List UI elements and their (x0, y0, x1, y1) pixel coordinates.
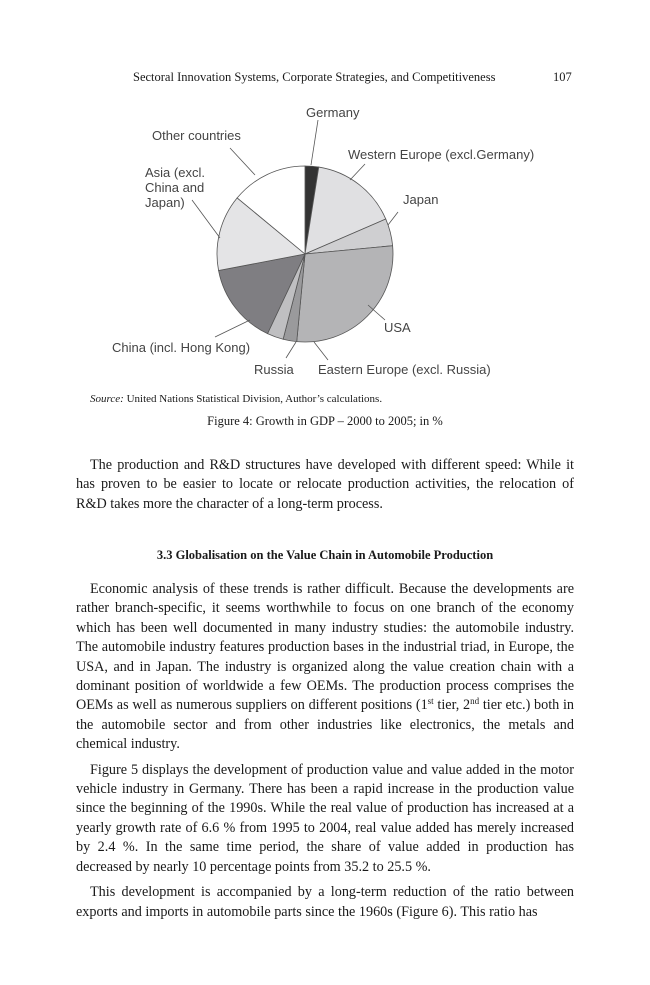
leader-eastern-europe (314, 342, 328, 360)
label-germany: Germany (306, 105, 360, 120)
pie-slice-usa (297, 246, 393, 342)
running-title: Sectoral Innovation Systems, Corporate Strategies, and Competitiveness (133, 70, 496, 84)
page-number: 107 (553, 70, 572, 84)
section-heading: 3.3 Globalisation on the Value Chain in Automobile Production (156, 548, 494, 562)
leader-other (230, 148, 255, 175)
label-eastern-europe: Eastern Europe (excl. Russia) (318, 362, 491, 377)
paragraph-economic-analysis (76, 580, 574, 755)
superscript-nd: nd (470, 696, 480, 707)
leader-asia (192, 200, 220, 238)
paragraph-1-text: The production and R&D structures have developed with different speed: While it has proven to be easier to locate or relocate production activities, the relocation of R&D takes more the character of a long-term process. (76, 457, 574, 512)
label-other-countries: Other countries (152, 128, 241, 143)
section-body (76, 580, 574, 922)
pie-slices (217, 166, 393, 342)
label-usa: USA (384, 320, 411, 335)
paragraph-2-part-b: tier, 2 (433, 697, 471, 714)
figure-caption: Figure 4: Growth in GDP – 2000 to 2005; in % (207, 414, 443, 428)
running-header (0, 70, 650, 90)
label-russia: Russia (254, 362, 294, 377)
paragraph-2-part-a: Economic analysis of these trends is rather difficult. Because the developments are rather branch-specific, it seems worthwhile to focus on one branch of the economy which has been well documented in many industry studies: the automobile industry. The automobile industry features production bases in the industrial triad, in Europe, the USA, and in Japan. The industry is organized along the value creation chain with a dominant position of worldwide a few OEMs. The production process comprises the OEMs as well as numerous suppliers on different positions (1 (76, 581, 574, 714)
paragraph-export-ratio: This development is accompanied by a long-term reduction of the ratio between exports and imports in automobile parts since the 1960s (Figure 6). This ratio has (76, 884, 574, 920)
label-asia: Asia (excl. China and Japan) (145, 165, 205, 210)
leader-china (215, 320, 250, 337)
pie-chart (0, 95, 650, 385)
paragraph-production-rd (76, 456, 574, 514)
label-china: China (incl. Hong Kong) (112, 340, 251, 355)
leader-western-europe (350, 164, 365, 180)
paragraph-figure-5: Figure 5 displays the development of production value and value added in the motor vehicle industry in Germany. There has been a rapid increase in the production value since the beginning of the 1990s. While the real value of production has increased at a yearly growth rate of 6.6 % from 1995 to 2004, real value added has merely increased by 2.4 %. In the same time period, the share of value added in production has decreased by nearly 10 percentage points from 35.2 to 25.5 %. (76, 761, 574, 875)
leader-russia (286, 342, 296, 358)
leader-germany (311, 120, 318, 165)
source-label: Source: (90, 393, 124, 405)
label-japan: Japan (403, 192, 439, 207)
leader-japan (388, 212, 398, 225)
superscript-st: st (427, 696, 434, 707)
figure-source (90, 393, 382, 405)
source-text: United Nations Statistical Division, Author’s calculations. (126, 393, 383, 405)
label-western-europe: Western Europe (excl.Germany) (348, 147, 535, 162)
paragraph-2-part-c: tier etc.) both in the automobile sector and from other industries like electronics, the metals and chemical industry. (76, 697, 575, 753)
